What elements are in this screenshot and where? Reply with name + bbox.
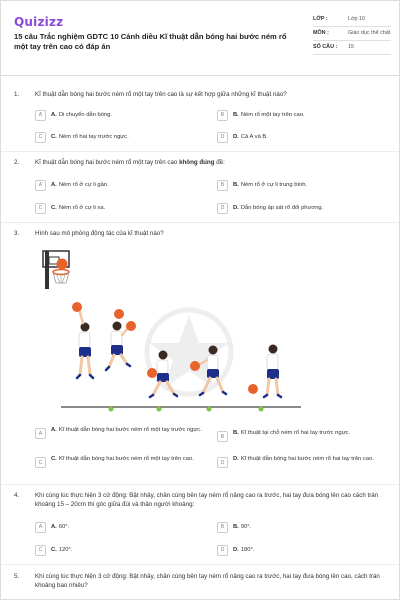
player-5 [264, 345, 281, 398]
meta-panel [313, 13, 391, 55]
option-d[interactable] [217, 201, 392, 215]
option-letter: B [217, 431, 228, 442]
option-label: C. [51, 205, 57, 211]
option-text: 60°. [58, 524, 70, 530]
header-divider [1, 75, 400, 76]
question-number: 5. [14, 573, 20, 580]
court-floor [61, 407, 301, 412]
question-divider [1, 222, 400, 223]
option-letter: B [217, 180, 228, 191]
question-number: 2. [14, 159, 20, 166]
option-c[interactable] [35, 130, 205, 144]
option-b[interactable] [217, 108, 392, 122]
option-c[interactable] [35, 456, 205, 480]
meta-row-lop [313, 13, 391, 27]
option-text: Ném rổ hai tay trước ngực. [58, 134, 129, 140]
option-c[interactable] [35, 543, 205, 557]
meta-socau-label: SỐ CÂU : [313, 44, 338, 51]
question-divider [1, 484, 400, 485]
question-divider [1, 151, 400, 152]
option-letter: A [35, 110, 46, 121]
option-a[interactable] [35, 427, 205, 451]
option-a[interactable] [35, 520, 205, 534]
layup-sequence-drawing [39, 247, 309, 417]
option-text: Kĩ thuật dẫn bóng hai bước ném rổ hai tay trên cao. [240, 456, 374, 462]
meta-row-socau [313, 41, 391, 55]
option-label: B. [233, 112, 239, 118]
option-letter: C [35, 545, 46, 556]
option-letter: B [217, 110, 228, 121]
ball-2 [114, 309, 124, 319]
option-text: Ném rổ ở cự li gần. [58, 182, 109, 188]
meta-socau-value: 15 [348, 44, 354, 51]
option-label: B. [233, 430, 239, 436]
player-2 [106, 322, 130, 371]
option-a[interactable] [35, 178, 205, 192]
option-d[interactable] [217, 130, 392, 144]
question-text: Kĩ thuật dẫn bóng hai bước ném rổ một tay trên cao là sự kết hợp giữa những kĩ thuật nào? [35, 91, 287, 98]
option-b[interactable] [217, 178, 392, 192]
option-letter: A [35, 522, 46, 533]
option-letter: D [217, 545, 228, 556]
meta-lop-value: Lớp 10 [348, 16, 366, 22]
option-text: Cả A và B. [240, 134, 268, 140]
option-letter: C [35, 457, 46, 468]
question-text: Khi cùng lúc thực hiện 3 cử động: Bật nhảy, chân cùng bên tay ném rổ nâng cao ra trước, hai tay đưa bóng lên cao, cách trán khoảng bao nhiêu? [35, 573, 380, 589]
meta-row-mon [313, 27, 391, 41]
ball-1 [72, 302, 82, 312]
option-text: 90°. [240, 524, 252, 530]
player-1 [77, 309, 93, 378]
question-text-post: đề: [214, 159, 225, 166]
option-label: A. [51, 112, 57, 118]
option-label: C. [51, 456, 57, 462]
layup-illustration [39, 247, 309, 417]
meta-mon-value: Giáo dục thể chất [348, 30, 391, 37]
option-text: Kĩ thuật dẫn bóng hai bước ném rổ một tay trước ngực. [58, 427, 202, 433]
option-text: Ném rổ một tay trên cao. [240, 112, 305, 118]
option-label: D. [233, 456, 239, 462]
option-letter: D [217, 132, 228, 143]
option-a[interactable] [35, 108, 205, 122]
option-c[interactable] [35, 201, 205, 215]
option-label: B. [233, 524, 239, 530]
question-number: 1. [14, 91, 20, 98]
option-label: D. [233, 205, 239, 211]
option-text: Ném rổ ở cự li trung bình. [240, 182, 308, 188]
question-number: 3. [14, 230, 20, 237]
basketball-hoop [43, 251, 69, 289]
option-text: Di chuyển dẫn bóng. [58, 112, 112, 118]
document-title: 15 câu Trắc nghiệm GDTC 10 Cánh diều Kĩ thuật dẫn bóng hai bước ném rổ một tay trên cao có đáp án [14, 32, 287, 52]
question-divider [1, 564, 400, 565]
option-letter: C [35, 132, 46, 143]
question-text-pre: Kĩ thuật dẫn bóng hai bước ném rổ một tay trên cao [35, 159, 180, 166]
option-text: 120°. [58, 547, 73, 553]
ball-shot [57, 259, 68, 270]
option-letter: D [217, 203, 228, 214]
option-text: Kĩ thuật tại chỗ ném rổ hai tay trước ngực. [240, 430, 351, 436]
meta-mon-label: MÔN : [313, 30, 329, 37]
option-label: B. [233, 182, 239, 188]
logo-text: Quizizz [14, 15, 64, 29]
option-b[interactable] [217, 430, 392, 454]
option-text: Ném rổ ở cự li xa. [58, 205, 106, 211]
option-text: Dẫn bóng áp sát rổ đối phương. [240, 205, 324, 211]
option-label: C. [51, 134, 57, 140]
option-letter: A [35, 428, 46, 439]
question-text: Hình sau mô phỏng động tác của kĩ thuật nào? [35, 230, 164, 237]
ball-4 [190, 361, 200, 371]
option-label: D. [233, 547, 239, 553]
option-letter: D [217, 457, 228, 468]
ball-2b [126, 321, 136, 331]
option-text: 180°. [240, 547, 255, 553]
question-text [35, 159, 387, 168]
option-letter: B [217, 522, 228, 533]
question-number: 4. [14, 492, 20, 499]
question-text: Khi cùng lúc thực hiện 3 cử động: Bật nhảy, chân cùng bên tay ném rổ nâng cao ra trước, hai tay đưa bóng lên cao cách trán khoảng 15 – 20cm thì góc giữa đùi và thân người khoảng: [35, 492, 379, 508]
option-letter: A [35, 180, 46, 191]
ball-5 [248, 384, 258, 394]
ball-3 [147, 368, 157, 378]
option-d[interactable] [217, 543, 392, 557]
option-letter: C [35, 203, 46, 214]
option-label: C. [51, 547, 57, 553]
question-text-emphasis: không đúng [179, 159, 215, 166]
option-b[interactable] [217, 520, 392, 534]
option-label: A. [51, 524, 57, 530]
option-text: Kĩ thuật dẫn bóng hai bước ném rổ một tay trên cao. [58, 456, 194, 462]
quizizz-logo[interactable] [14, 15, 63, 29]
option-d[interactable] [217, 456, 392, 480]
option-label: A. [51, 182, 57, 188]
option-label: A. [51, 427, 57, 433]
option-label: D. [233, 134, 239, 140]
meta-lop-label: LỚP : [313, 16, 328, 22]
